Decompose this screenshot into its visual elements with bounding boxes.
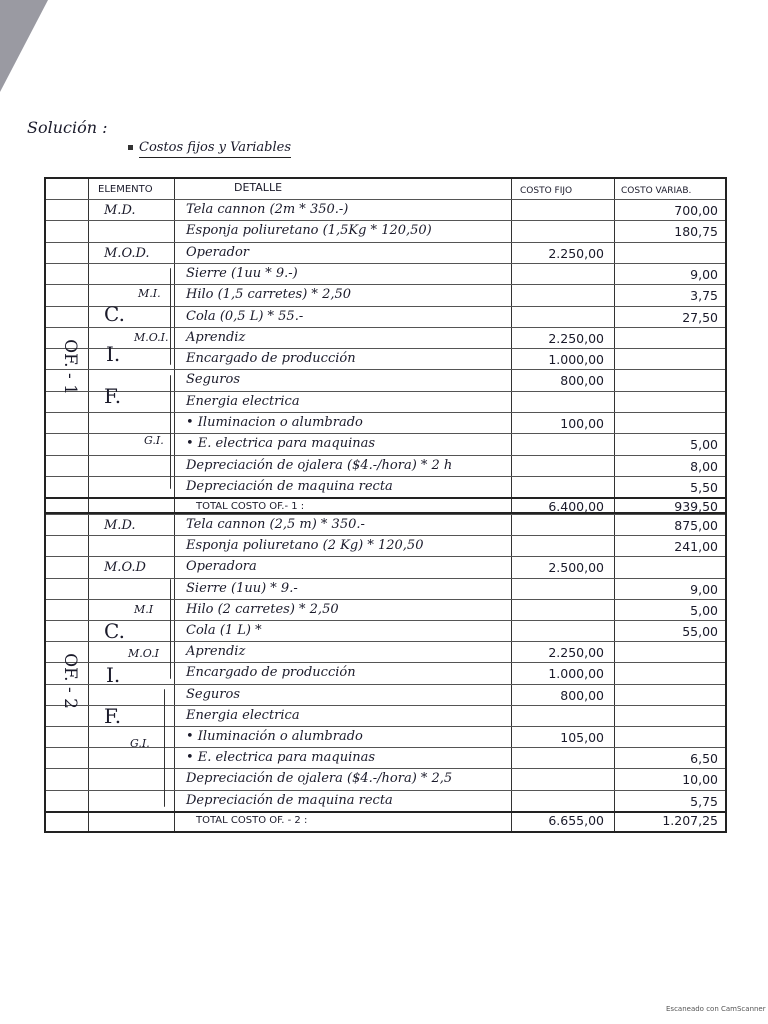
s1-row-detail: Aprendiz bbox=[186, 329, 246, 345]
s1-row-detail: Seguros bbox=[186, 372, 241, 388]
s1-row-rule bbox=[46, 284, 725, 285]
s1-row-rule bbox=[46, 476, 725, 477]
s2-row-detail: • E. electrica para maquinas bbox=[186, 750, 376, 766]
s1-row-rule bbox=[46, 327, 725, 328]
s2-row-element: M.D. bbox=[104, 518, 136, 533]
s2-row-rule bbox=[46, 641, 725, 642]
s2-row-rule bbox=[46, 556, 725, 557]
s2-row-fijo: 1.000,00 bbox=[548, 666, 604, 682]
s2-row-variable: 55,00 bbox=[682, 624, 718, 639]
s1-row-element: M.D. bbox=[104, 203, 136, 218]
s1-letter-i: I. bbox=[106, 342, 121, 366]
s1-row-rule bbox=[46, 455, 725, 456]
s2-row-variable: 5,00 bbox=[690, 602, 718, 618]
s1-row-detail: Cola (0,5 L) * 55.- bbox=[186, 308, 304, 324]
s2-row-element: M.O.D bbox=[104, 560, 146, 576]
s2-total-variable: 1.207,25 bbox=[662, 812, 718, 828]
s2-row-variable: 10,00 bbox=[682, 772, 718, 788]
s2-row-rule bbox=[46, 620, 725, 621]
s2-brace-ci-mark bbox=[170, 579, 171, 679]
s1-row-detail: Tela cannon (2m * 350.-) bbox=[186, 202, 349, 217]
s2-letter-i: I. bbox=[106, 663, 121, 687]
s1-row-variable: 700,00 bbox=[674, 203, 718, 218]
col-divider-section bbox=[88, 179, 89, 831]
s2-row-fijo: 800,00 bbox=[560, 687, 604, 703]
section1-label: OF. - 1 bbox=[59, 339, 80, 395]
s2-row-rule bbox=[46, 790, 725, 791]
s2-brace-gi-mark bbox=[164, 689, 165, 807]
s2-row-fijo: 105,00 bbox=[560, 730, 604, 745]
s2-row-detail: Esponja poliuretano (2 Kg) * 120,50 bbox=[186, 538, 424, 554]
s1-row-variable: 3,75 bbox=[690, 288, 718, 304]
s1-row-detail: Hilo (1,5 carretes) * 2,50 bbox=[186, 287, 352, 303]
s2-row-detail: Depreciación de ojalera ($4.-/hora) * 2,5 bbox=[186, 771, 453, 787]
section2-label: OF. - 2 bbox=[59, 653, 80, 709]
s2-row-variable: 875,00 bbox=[674, 518, 718, 533]
s1-row-variable: 180,75 bbox=[674, 224, 718, 240]
s1-brace-ci-mark bbox=[170, 268, 171, 365]
s1-row-rule bbox=[46, 242, 725, 243]
s1-row-variable: 5,50 bbox=[690, 479, 718, 495]
s2-total-rule bbox=[46, 811, 725, 813]
col-divider-fijo bbox=[614, 179, 615, 831]
s1-row-rule bbox=[46, 348, 725, 349]
s2-header-rule bbox=[46, 514, 725, 515]
s2-row-detail: Depreciación de maquina recta bbox=[186, 792, 393, 808]
s1-header-rule bbox=[46, 199, 725, 200]
header-elemento: ELEMENTO bbox=[98, 184, 153, 195]
s1-row-detail: Sierre (1uu * 9.-) bbox=[186, 265, 298, 281]
col-divider-element bbox=[174, 179, 175, 831]
s2-row-variable: 241,00 bbox=[674, 539, 718, 555]
s2-row-detail: Seguros bbox=[186, 686, 241, 702]
s1-row-fijo: 2.250,00 bbox=[548, 245, 604, 261]
s1-total-variable: 939,50 bbox=[674, 499, 718, 515]
s1-row-fijo: 1.000,00 bbox=[548, 352, 604, 368]
bullet-icon bbox=[128, 145, 133, 150]
s1-row-rule bbox=[46, 369, 725, 370]
s2-row-variable: 9,00 bbox=[690, 581, 718, 597]
s2-row-fijo: 2.500,00 bbox=[548, 560, 604, 576]
s1-row-detail: • E. electrica para maquinas bbox=[186, 436, 376, 452]
s2-row-rule bbox=[46, 726, 725, 727]
s1-row-fijo: 2.250,00 bbox=[548, 330, 604, 346]
s1-row-detail: Depreciación de maquina recta bbox=[186, 478, 393, 494]
s1-brace-gi: G.I. bbox=[144, 434, 164, 447]
s2-brace-mi: M.I bbox=[134, 603, 154, 616]
s2-row-rule bbox=[46, 662, 725, 663]
s1-row-fijo: 800,00 bbox=[560, 373, 604, 389]
s1-row-rule bbox=[46, 306, 725, 307]
s2-total-fijo: 6.655,00 bbox=[548, 812, 604, 828]
s1-row-fijo: 100,00 bbox=[560, 416, 604, 431]
s2-row-rule bbox=[46, 684, 725, 685]
header-costo-variable: COSTO VARIAB. bbox=[621, 186, 692, 196]
heading: Solución : bbox=[27, 118, 108, 137]
s1-brace-moi: M.O.I. bbox=[134, 331, 169, 344]
s2-total-label: TOTAL COSTO OF. - 2 : bbox=[196, 814, 308, 826]
s2-brace-gi: G.I. bbox=[130, 737, 150, 750]
s2-row-detail: Sierre (1uu) * 9.- bbox=[186, 580, 298, 596]
s1-row-rule bbox=[46, 412, 725, 413]
s1-row-variable: 5,00 bbox=[690, 437, 718, 453]
s2-brace-moi: M.O.I bbox=[128, 647, 159, 660]
s1-total-rule bbox=[46, 497, 725, 499]
s1-brace-mi: M.I. bbox=[138, 287, 161, 300]
s1-row-detail: Esponja poliuretano (1,5Kg * 120,50) bbox=[186, 223, 432, 239]
s2-row-rule bbox=[46, 535, 725, 536]
s2-row-variable: 6,50 bbox=[690, 751, 718, 767]
subheading-text: Costos fijos y Variables bbox=[139, 140, 291, 158]
col-divider-detail bbox=[511, 179, 512, 831]
page-corner bbox=[0, 0, 48, 92]
s2-row-rule bbox=[46, 768, 725, 769]
subheading bbox=[128, 140, 291, 155]
s1-row-variable: 9,00 bbox=[690, 266, 718, 282]
s1-total-label: TOTAL COSTO OF.- 1 : bbox=[196, 501, 305, 513]
s1-row-detail: Encargado de producción bbox=[186, 351, 356, 367]
header-costo-fijo: COSTO FIJO bbox=[520, 186, 573, 196]
s2-row-detail: Hilo (2 carretes) * 2,50 bbox=[186, 601, 339, 617]
s2-row-detail: Encargado de producción bbox=[186, 665, 356, 681]
s2-row-rule bbox=[46, 578, 725, 579]
s1-letter-f: F. bbox=[104, 384, 122, 408]
s2-row-fijo: 2.250,00 bbox=[548, 645, 604, 661]
s2-row-detail: Tela cannon (2,5 m) * 350.- bbox=[186, 517, 365, 532]
s1-row-rule bbox=[46, 391, 725, 392]
s2-letter-f: F. bbox=[104, 704, 122, 728]
s2-row-variable: 5,75 bbox=[690, 793, 718, 809]
s1-row-element: M.O.D. bbox=[104, 245, 150, 261]
scanner-footer: Escaneado con CamScanner bbox=[666, 1005, 766, 1013]
s1-row-rule bbox=[46, 263, 725, 264]
s2-row-rule bbox=[46, 705, 725, 706]
s1-row-detail: Depreciación de ojalera ($4.-/hora) * 2 h bbox=[186, 457, 453, 473]
s1-row-detail: Operador bbox=[186, 244, 250, 260]
header-detalle: DETALLE bbox=[234, 181, 283, 194]
s1-row-rule bbox=[46, 220, 725, 221]
s1-row-variable: 27,50 bbox=[682, 309, 718, 325]
s1-brace-gi-mark bbox=[170, 375, 171, 489]
s1-total-fijo: 6.400,00 bbox=[548, 499, 604, 515]
s2-row-detail: Energia electrica bbox=[186, 707, 300, 723]
s2-letter-c: C. bbox=[104, 619, 125, 643]
s2-row-detail: • Iluminación o alumbrado bbox=[186, 729, 363, 744]
s1-row-detail: Energia electrica bbox=[186, 393, 300, 409]
s2-row-detail: Aprendiz bbox=[186, 644, 246, 660]
s1-letter-c: C. bbox=[104, 302, 125, 326]
s2-row-rule bbox=[46, 599, 725, 600]
cost-table bbox=[44, 177, 727, 833]
s2-row-detail: Operadora bbox=[186, 559, 257, 575]
s1-row-variable: 8,00 bbox=[690, 458, 718, 474]
s2-row-detail: Cola (1 L) * bbox=[186, 623, 262, 638]
s1-row-detail: • Iluminacion o alumbrado bbox=[186, 415, 363, 430]
